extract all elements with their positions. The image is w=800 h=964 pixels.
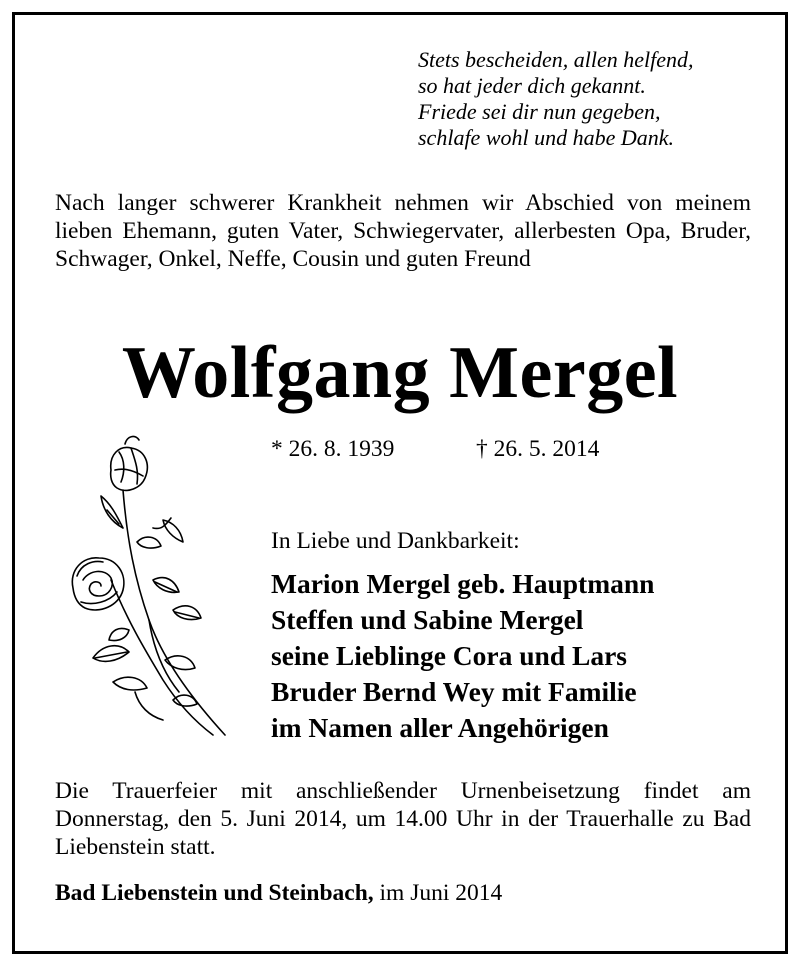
obituary-frame bbox=[12, 12, 788, 954]
verse-line-4: schlafe wohl und habe Dank. bbox=[418, 125, 675, 150]
verse bbox=[418, 47, 694, 151]
birth-date: * 26. 8. 1939 bbox=[271, 436, 395, 462]
mourner-line-5: im Namen aller Angehörigen bbox=[271, 712, 609, 743]
mourner-line-4: Bruder Bernd Wey mit Familie bbox=[271, 676, 637, 707]
deceased-name: Wolfgang Mergel bbox=[121, 332, 679, 414]
verse-line-3: Friede sei dir nun gegeben, bbox=[418, 99, 661, 124]
death-date: † 26. 5. 2014 bbox=[476, 436, 600, 462]
intro-text: Nach langer schwerer Krankheit nehmen wir Abschied von meinem lieben Ehemann, guten Vater, Schwiegervater, allerbesten Opa, Bruder, Schwager, Onkel, Neffe, Cousin und guten Freund bbox=[55, 190, 751, 272]
service-details: Die Trauerfeier mit anschließender Urnenbeisetzung findet am Donnerstag, den 5. Juni 2014, um 14.00 Uhr in der Trauerhalle zu Bad Liebenstein statt. bbox=[55, 778, 751, 860]
mourner-line-3: seine Lieblinge Cora und Lars bbox=[271, 640, 628, 671]
dedication: In Liebe und Dankbarkeit: bbox=[271, 528, 520, 554]
mourner-line-2: Steffen und Sabine Mergel bbox=[271, 604, 584, 635]
verse-line-1: Stets bescheiden, allen helfend, bbox=[418, 47, 694, 72]
signoff-place: Bad Liebenstein und Steinbach, bbox=[55, 880, 374, 906]
mourners-list bbox=[271, 566, 654, 746]
rose-drawing-icon bbox=[53, 430, 233, 740]
signoff bbox=[55, 879, 502, 907]
mourner-line-1: Marion Mergel geb. Hauptmann bbox=[271, 568, 655, 599]
verse-line-2: so hat jeder dich gekannt. bbox=[418, 73, 646, 98]
signoff-date: im Juni 2014 bbox=[379, 880, 503, 906]
